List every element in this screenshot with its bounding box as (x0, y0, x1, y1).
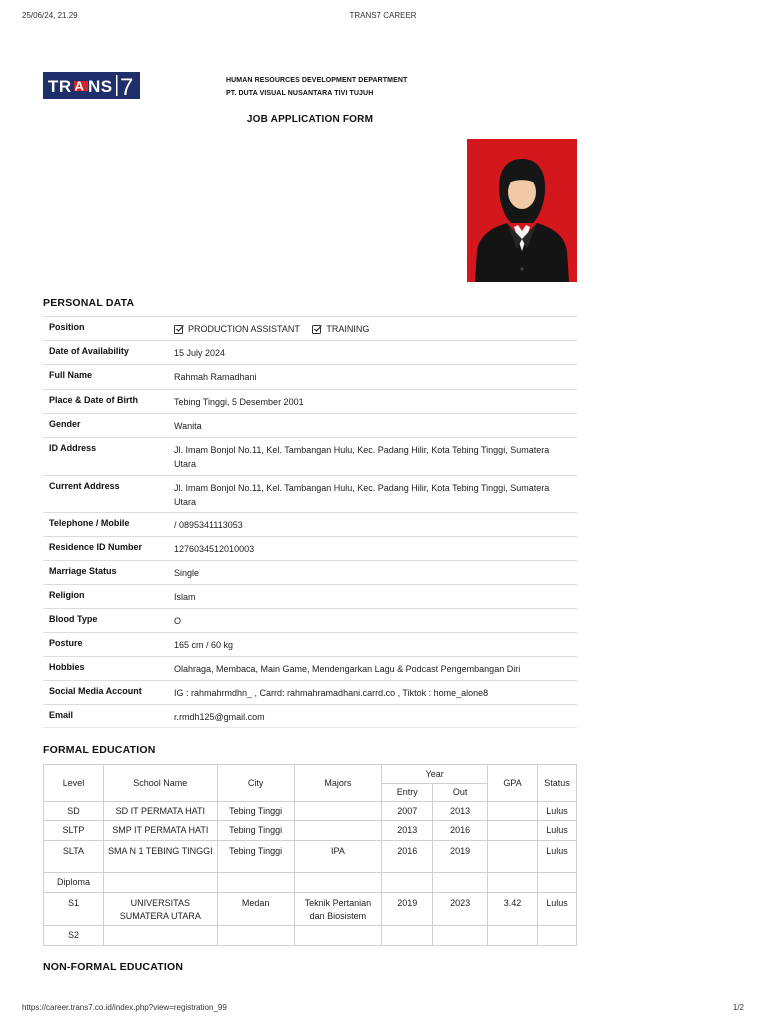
cell-school: SMA N 1 TEBING TINGGI (103, 841, 217, 873)
cell-school (103, 873, 217, 893)
cell-entry (382, 873, 433, 893)
check-square-icon (312, 324, 322, 334)
row-telephone (43, 512, 577, 536)
row-email (43, 704, 577, 728)
cell-majors: Teknik Pertanian dan Biosistem (294, 893, 382, 926)
formal-education-table (43, 764, 577, 946)
row-date-of-availability (43, 340, 577, 364)
cell-level: Diploma (44, 873, 104, 893)
cell-school (103, 926, 217, 946)
svg-text:7: 7 (120, 74, 134, 99)
cell-city: Medan (217, 893, 294, 926)
print-datetime: 25/06/24, 21.29 (22, 11, 78, 20)
row-blood-type (43, 608, 577, 632)
position-option: TRAINING (312, 322, 369, 336)
table-row (44, 802, 577, 821)
cell-school: SMP IT PERMATA HATI (103, 821, 217, 841)
header-city: City (217, 765, 294, 802)
cell-level: SLTP (44, 821, 104, 841)
cell-status: Lulus (537, 821, 576, 841)
row-label: Position (49, 322, 85, 332)
row-label: Date of Availability (49, 346, 129, 356)
row-value: Jl. Imam Bonjol No.11, Kel. Tambangan Hulu, Kec. Padang Hilir, Kota Tebing Tinggi, Sumatera Utara (174, 445, 550, 469)
position-options (174, 317, 577, 340)
svg-text:A: A (74, 78, 84, 94)
row-value: Rahmah Ramadhani (174, 372, 257, 382)
formal-education-heading: FORMAL EDUCATION (43, 744, 156, 756)
header-level: Level (44, 765, 104, 802)
cell-majors (294, 821, 382, 841)
row-value: Olahraga, Membaca, Main Game, Mendengarkan Lagu & Podcast Pengembangan Diri (174, 664, 521, 674)
row-label: Religion (49, 590, 85, 600)
print-footer (22, 1003, 744, 1015)
personal-data-table (43, 316, 577, 728)
cell-level: S1 (44, 893, 104, 926)
cell-level: SLTA (44, 841, 104, 873)
cell-out: 2019 (433, 841, 488, 873)
row-value: Single (174, 568, 200, 578)
cell-level: S2 (44, 926, 104, 946)
org-company: PT. DUTA VISUAL NUSANTARA TIVI TUJUH (226, 90, 374, 97)
header-status: Status (537, 765, 576, 802)
row-id-address (43, 437, 577, 475)
cell-majors: IPA (294, 841, 382, 873)
row-place-date-birth (43, 389, 577, 413)
table-header-row (44, 765, 577, 784)
print-header (22, 11, 744, 23)
cell-out (433, 873, 488, 893)
cell-gpa: 3.42 (488, 893, 538, 926)
cell-gpa (488, 841, 538, 873)
row-label: Social Media Account (49, 686, 142, 696)
header-out: Out (433, 784, 488, 802)
table-row (44, 821, 577, 841)
cell-city: Tebing Tinggi (217, 821, 294, 841)
row-posture (43, 632, 577, 656)
row-label: Current Address (49, 481, 120, 491)
cell-status: Lulus (537, 841, 576, 873)
cell-school: UNIVERSITAS SUMATERA UTARA (103, 893, 217, 926)
row-label: Gender (49, 419, 81, 429)
position-option: PRODUCTION ASSISTANT (174, 322, 300, 336)
cell-status: Lulus (537, 893, 576, 926)
cell-out: 2016 (433, 821, 488, 841)
row-value: O (174, 616, 182, 626)
check-square-icon (174, 324, 184, 334)
row-label: Email (49, 710, 74, 720)
cell-gpa (488, 873, 538, 893)
row-value: Islam (174, 592, 196, 602)
row-label: ID Address (49, 443, 97, 453)
print-title: TRANS7 CAREER (349, 11, 417, 20)
table-row (44, 873, 577, 893)
cell-gpa (488, 926, 538, 946)
cell-gpa (488, 821, 538, 841)
row-label: Blood Type (49, 614, 98, 624)
svg-text:NS: NS (88, 77, 113, 96)
row-value: IG : rahmahrmdhn_ , Carrd: rahmahramadhani.carrd.co , Tiktok : home_alone8 (174, 688, 489, 698)
row-value: Wanita (174, 421, 202, 431)
row-marriage-status (43, 560, 577, 584)
cell-level: SD (44, 802, 104, 821)
cell-city: Tebing Tinggi (217, 841, 294, 873)
applicant-photo (467, 139, 577, 282)
row-full-name (43, 364, 577, 389)
row-label: Place & Date of Birth (49, 395, 139, 405)
trans7-logo (43, 72, 140, 99)
header-majors: Majors (294, 765, 382, 802)
form-title: JOB APPLICATION FORM (246, 114, 374, 125)
table-row (44, 926, 577, 946)
cell-majors (294, 926, 382, 946)
cell-entry: 2016 (382, 841, 433, 873)
page-url: https://career.trans7.co.id/index.php?view=registration_99 (22, 1003, 227, 1012)
row-label: Residence ID Number (49, 542, 143, 552)
row-gender (43, 413, 577, 437)
cell-entry: 2019 (382, 893, 433, 926)
row-value: Tebing Tinggi, 5 Desember 2001 (174, 397, 304, 407)
page-number: 1/2 (732, 1003, 744, 1012)
cell-majors (294, 873, 382, 893)
row-label: Marriage Status (49, 566, 117, 576)
cell-out: 2013 (433, 802, 488, 821)
row-value: Jl. Imam Bonjol No.11, Kel. Tambangan Hulu, Kec. Padang Hilir, Kota Tebing Tinggi, Sumatera Utara (174, 483, 550, 507)
cell-status (537, 926, 576, 946)
cell-status (537, 873, 576, 893)
row-value: / 0895341113053 (174, 520, 243, 530)
row-label: Full Name (49, 370, 93, 380)
header-gpa: GPA (488, 765, 538, 802)
row-social-media (43, 680, 577, 704)
cell-majors (294, 802, 382, 821)
row-current-address (43, 475, 577, 512)
non-formal-education-heading: NON-FORMAL EDUCATION (43, 961, 184, 973)
row-value: 1276034512010003 (174, 544, 255, 554)
row-position (43, 316, 577, 340)
cell-city (217, 873, 294, 893)
cell-city (217, 926, 294, 946)
cell-out: 2023 (433, 893, 488, 926)
svg-text:TR: TR (48, 77, 72, 96)
table-row (44, 841, 577, 873)
header-entry: Entry (382, 784, 433, 802)
row-residence-id (43, 536, 577, 560)
row-label: Posture (49, 638, 83, 648)
header-year: Year (382, 765, 488, 784)
cell-out (433, 926, 488, 946)
cell-entry: 2013 (382, 821, 433, 841)
org-department: HUMAN RESOURCES DEVELOPMENT DEPARTMENT (226, 77, 408, 84)
row-label: Hobbies (49, 662, 85, 672)
row-value: 15 July 2024 (174, 348, 226, 358)
cell-city: Tebing Tinggi (217, 802, 294, 821)
personal-data-heading: PERSONAL DATA (43, 297, 135, 309)
header-school: School Name (103, 765, 217, 802)
row-hobbies (43, 656, 577, 680)
cell-school: SD IT PERMATA HATI (103, 802, 217, 821)
row-religion (43, 584, 577, 608)
row-value: r.rmdh125@gmail.com (174, 712, 265, 722)
cell-entry: 2007 (382, 802, 433, 821)
cell-gpa (488, 802, 538, 821)
cell-entry (382, 926, 433, 946)
org-header (226, 74, 407, 100)
row-label: Telephone / Mobile (49, 518, 130, 528)
row-value: 165 cm / 60 kg (174, 640, 234, 650)
table-row (44, 893, 577, 926)
cell-status: Lulus (537, 802, 576, 821)
